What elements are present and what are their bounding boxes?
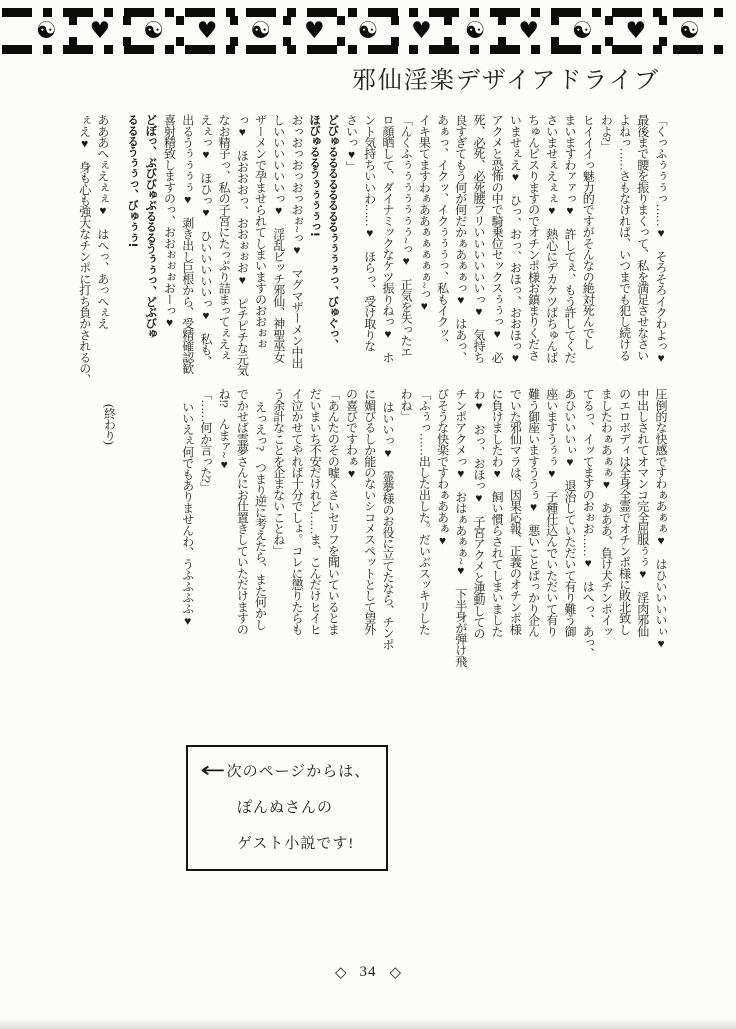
yin-yang-icon: ☯: [679, 17, 700, 44]
page-number-value: 34: [359, 963, 377, 980]
text-column: ザーメンで孕ませられてしまいますのおおぉぉ: [253, 114, 268, 350]
text-column: わ♥ おっ、おほっ♥ 子宮アクメと連動しての: [471, 388, 486, 639]
text-column: アクメと恐怖の中で騎乗位セックスぅぅっ♥ 必: [490, 114, 505, 363]
text-column: 圧倒的な快感ですわぁあぁぁ♥ はひいいいいぃ♥: [654, 388, 668, 650]
guest-box-text: 次のページからは、: [226, 764, 371, 780]
border-symbol-row: [36, 16, 700, 46]
dash-separator: [391, 16, 399, 46]
text-column: びそうな快楽ですわぁああぁ♥: [435, 388, 450, 547]
yin-yang-icon: ☯: [464, 17, 486, 44]
text-column: 「んくふぅぅぅぅぅぅぅ~っ♥ 正気を失ったエ: [399, 114, 414, 357]
dash-separator: [123, 16, 131, 46]
text-column: 最後まで腰を振りまくって、私を満足させなさい: [635, 114, 650, 361]
text-column: う余計なことを企まないことね」: [271, 388, 286, 557]
decorative-border: [0, 8, 736, 54]
left-arrow-icon: ←: [200, 758, 226, 782]
text-column: のエロボディは全身全霊でオチンポ様に敗北致し: [617, 388, 632, 635]
text-column: イ泣かせてやれば十分でしょ。コレに懲りたらも: [289, 388, 304, 635]
text-column: あぁっ、イクッ、イクぅぅぅっ、私もイクッ、: [435, 114, 450, 350]
text-column: えぇっ♥ ほひっ♥ ひいいいいいっ♥ 私も、: [198, 114, 213, 367]
text-column: ちゅんピスりますのでオチンポ様お鎮まりくださ: [526, 114, 541, 361]
sfx-column: どぼっ、ぶびびゅぶるるるうぅぅっ、どぶびゅ: [144, 114, 159, 339]
text-column: っ♥ ほおおおっ、おおぉぉお♥ ピチピチな元気: [235, 114, 250, 376]
page-title: 邪仙淫楽デザイアドライブ: [351, 68, 660, 94]
text-column: えっえっ? つまり逆に考えたら、また何かし: [253, 401, 268, 630]
dash-separator: [69, 16, 77, 46]
text-column: ぇえ♥ 身も心も強大なチンポに打ち負かされるの、: [77, 114, 92, 385]
text-column: イキ果てますわぁああぁぁぁぁぁ~っ♥: [417, 114, 432, 313]
text-column: でかせば霊夢さんにお仕置きしていただけますの: [235, 388, 250, 635]
text-column: の喜びですわぁ♥: [344, 388, 359, 480]
story-text-lower-band: [100, 388, 670, 680]
story-text-upper-band: [76, 114, 671, 385]
text-column: わよ?」: [599, 114, 614, 153]
text-column: に媚びるしか能のないシコメスペットとして望外: [362, 388, 377, 635]
dash-separator: [605, 16, 613, 46]
heart-icon: ♥: [518, 17, 539, 44]
dash-separator: [283, 16, 291, 46]
text-column: ヒイイイっ魅力的ですがそんなの絶対死んでし: [581, 114, 596, 350]
text-column: てるっ、イッてますのおぉお……♥ はへっ、あっ、: [581, 388, 596, 659]
yin-yang-icon: ☯: [250, 17, 271, 44]
text-column: 座いますうぅぅ♥ 子種仕込んでいただいて有り: [544, 388, 559, 637]
text-column: さいませぇえぇぇ♥ 熱心にデカケツばちゅんば: [544, 114, 559, 363]
text-column: はいいっ♥ 霊夢様のお役に立てたなら、チンポ: [380, 401, 395, 650]
text-column: 死、必死、必死腰フリいいいいいいっ♥ 気持ち: [471, 114, 486, 363]
heart-icon: ♥: [625, 17, 647, 44]
guest-box-line-1: [200, 760, 378, 781]
dash-separator: [176, 16, 184, 46]
dash-separator: [230, 16, 238, 46]
text-column: 「……何か言った?」: [198, 388, 213, 494]
text-column: あああへぇえぇぇ♥ はへっ、あっへぇえ: [95, 114, 110, 329]
text-column: よねっ……さもなければ、いつまでも犯し続ける: [617, 114, 632, 361]
page-number: [0, 963, 736, 981]
text-column: いいえぇ何でもありませんわ、うふふふふ♥: [180, 401, 195, 628]
text-column: 中出しされてオマンコ完全屈服ぅぅ♥ 淫肉邪仙: [635, 388, 650, 637]
text-column: 出るうぅぅぅぅ♥ 剥き出し巨根から、受精確認歓: [180, 114, 195, 374]
text-column: 喜射精致しますのっ、おおぉぉぉおーっ♥: [162, 114, 177, 329]
dash-separator: [498, 16, 506, 46]
text-column: まいますわァァっ♥ 許してぇ、もう許してくだ: [562, 114, 577, 363]
text-column: しいいいいいいっ♥ 淫乱ビッチ邪仙、神聖巫女: [271, 114, 286, 363]
text-column: なお精子っ、私の子宮にたっぷり詰まってぇえぇ: [217, 114, 232, 361]
dash-separator: [337, 16, 345, 46]
dash-separator: [551, 16, 559, 46]
yin-yang-icon: ☯: [357, 17, 379, 44]
text-column: わね」: [399, 388, 414, 422]
dash-separator: [659, 16, 667, 46]
text-column: いませぇえ♥ ひっ、おっ、おほっ、おおほっ♥: [508, 114, 523, 365]
text-column: 「あんたのその嘘くさいセリフを聞いているとま: [326, 388, 341, 635]
text-column: ント気持ちいいわ……♥ ほらっ、受け取りな: [362, 114, 377, 352]
yin-yang-icon: ☯: [143, 17, 164, 44]
text-column: さいっ♥」: [344, 114, 359, 173]
heart-icon: ♥: [196, 17, 218, 44]
text-column: 「くっふぅぅぅっ……♥ そろそろイクわよっ♥: [654, 114, 668, 365]
text-column: 難う御座いますううぅ♥ 悪いことばっかり企ん: [526, 388, 541, 637]
guest-novel-notice-box: [186, 745, 388, 871]
yin-yang-icon: ☯: [571, 17, 593, 44]
text-column: あひいいいぃ♥ 退治していただいて有り難う御: [562, 388, 577, 637]
text-column: ましたわぁあぁぁ♥ あああ、負け犬チンポイッ: [599, 388, 614, 637]
guest-box-line-3: ゲスト小説です!: [237, 836, 355, 852]
sfx-column: ほびゅるるうぅぅぅぅっ!: [308, 114, 323, 237]
diamond-icon: ◇: [334, 963, 347, 981]
border-dash-line-bottom: [2, 45, 734, 54]
text-column: 良すぎてもう何が何だかぁあぁぁっ♥ はあっ、: [453, 114, 468, 363]
dash-separator: [444, 16, 452, 46]
heart-icon: ♥: [411, 17, 432, 44]
sfx-column: るるるうぅぅっ、びゅぅぅ!: [126, 114, 141, 247]
heart-icon: ♥: [89, 17, 111, 44]
text-column: ね!? んまァ~♥: [217, 388, 232, 471]
text-column: だいまいち不安だけれど……ま、こんだけヒイヒ: [308, 388, 323, 635]
text-column: に負けましたわ♥ 飼い慣らされてしまいました: [490, 388, 505, 637]
text-column: 「ふぅっ……出した出した。だいぶスッキリした: [417, 388, 432, 635]
sfx-column: どびゅるるるるるるるるぅぅぅぅっ、びゅぐっ、: [326, 114, 341, 350]
diamond-icon: ◇: [389, 963, 402, 981]
guest-box-line-2: ぽんぬさんの: [237, 800, 334, 816]
ending-note: (終わり): [102, 404, 117, 444]
text-column: ロ顔晒して、ダイナミックなケツ振りねっ♥ ホ: [380, 114, 395, 363]
text-column: でいた邪仙マラは、因果応報、正義のオチンポ様: [508, 388, 523, 635]
heart-icon: ♥: [303, 17, 325, 44]
text-column: おっおっおっおっおぉ~っ♥ マグマザーメン中出: [289, 114, 304, 369]
text-column: チンポアクメっ♥ おはぁあぁぁ~♥ 下半身が弾け飛: [453, 388, 468, 667]
yin-yang-icon: ☯: [36, 17, 57, 44]
